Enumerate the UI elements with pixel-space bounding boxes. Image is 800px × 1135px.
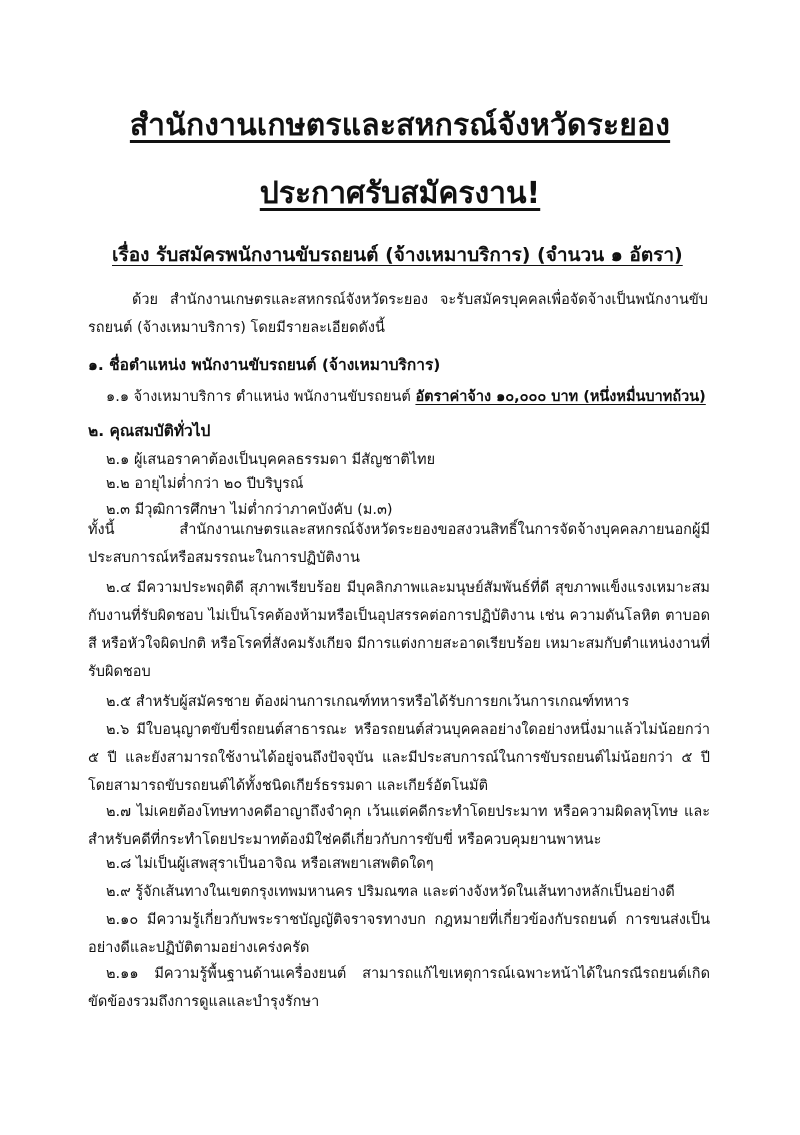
- wage-rate: อัตราค่าจ้าง ๑๐,๐๐๐ บาท (หนึ่งหมื่นบาทถ้วน): [415, 389, 706, 405]
- qualification-2-6: ๒.๖ มีใบอนุญาตขับขี่รถยนต์สาธารณะ หรือรถยนต์ส่วนบุคคลอย่างใดอย่างหนึ่งมาแล้วไม่น้อยกว่า ๕ ปี และยังสามารถใช้งานได้อยู่จนถึงปัจจุบัน และมีประสบการณ์ในการขับรถยนต์ไม่น้อยกว่า ๕ ปี โดยสามารถขับรถยนต์ได้ทั้งชนิดเกียร์ธรรมดา และเกียร์อัตโนมัติ: [88, 722, 710, 794]
- section-1-heading: ๑. ชื่อตำแหน่ง พนักงานขับรถยนต์ (จ้างเหมาบริการ): [88, 356, 441, 374]
- qualification-2-2: ๒.๒ อายุไม่ต่ำกว่า ๒๐ ปีบริบูรณ์: [106, 476, 304, 492]
- reserve-rights-note: ทั้งนี้ สำนักงานเกษตรและสหกรณ์จังหวัดระยองขอสงวนสิทธิ์ในการจัดจ้างบุคคลภายนอกผู้มีประสบการณ์หรือสมรรถนะในการปฏิบัติงาน: [88, 522, 710, 566]
- announcement-title: ประกาศรับสมัครงาน!: [259, 176, 541, 211]
- qualification-2-1: ๒.๑ ผู้เสนอราคาต้องเป็นบุคคลธรรมดา มีสัญชาติไทย: [106, 452, 436, 468]
- intro-paragraph: [88, 286, 708, 342]
- qualification-2-9: ๒.๙ รู้จักเส้นทางในเขตกรุงเทพมหานคร ปริมณฑล และต่างจังหวัดในเส้นทางหลักเป็นอย่างดี: [106, 884, 675, 900]
- qualification-2-3: ๒.๓ มีวุฒิการศึกษา ไม่ต่ำกว่าภาคบังคับ (ม.๓): [106, 502, 393, 518]
- qualification-2-4: ๒.๔ มีความประพฤติดี สุภาพเรียบร้อย มีบุคลิกภาพและมนุษย์สัมพันธ์ที่ดี สุขภาพแข็งแรงเหมาะสมกับงานที่รับผิดชอบ ไม่เป็นโรคต้องห้ามหรือเป็นอุปสรรคต่อการปฏิบัติงาน เช่น ความดันโลหิต ตาบอดสี หรือหัวใจผิดปกติ หรือโรคที่สังคมรังเกียจ มีการแต่งกายสะอาดเรียบร้อย เหมาะสมกับตำแหน่งงานที่รับผิดชอบ: [88, 580, 711, 680]
- qualification-2-11: ๒.๑๑ มีความรู้พื้นฐานด้านเครื่องยนต์ สามารถแก้ไขเหตุการณ์เฉพาะหน้าได้ในกรณีรถยนต์เกิดขัดข้องรวมถึงการดูแลและบำรุงรักษา: [88, 966, 710, 1010]
- qualification-2-5: ๒.๕ สำหรับผู้สมัครชาย ต้องผ่านการเกณฑ์ทหารหรือได้รับการยกเว้นการเกณฑ์ทหาร: [106, 694, 630, 710]
- intro-text: ด้วย สำนักงานเกษตรและสหกรณ์จังหวัดระยอง จะรับสมัครบุคคลเพื่อจัดจ้างเป็นพนักงานขับรถยนต์ (จ้างเหมาบริการ) โดยมีรายละเอียดดังนี้: [88, 292, 708, 336]
- qualification-2-10: ๒.๑๐ มีความรู้เกี่ยวกับพระราชบัญญัติจราจรทางบก กฎหมายที่เกี่ยวข้องกับรถยนต์ การขนส่งเป็นอย่างดีและปฏิบัติตามอย่างเคร่งครัด: [88, 912, 710, 956]
- section-1-item-1: [106, 385, 706, 408]
- qualification-2-8: ๒.๘ ไม่เป็นผู้เสพสุราเป็นอาจิณ หรือเสพยาเสพติดใดๆ: [106, 856, 434, 872]
- section-2-heading: ๒. คุณสมบัติทั่วไป: [88, 422, 211, 440]
- office-title: สำนักงานเกษตรและสหกรณ์จังหวัดระยอง: [129, 108, 671, 143]
- subject-line: เรื่อง รับสมัครพนักงานขับรถยนต์ (จ้างเหมาบริการ) (จำนวน ๑ อัตรา): [112, 244, 683, 266]
- qualification-2-7: ๒.๗ ไม่เคยต้องโทษทางคดีอาญาถึงจำคุก เว้นแต่คดีกระทำโดยประมาท หรือความผิดลหุโทษ และสำหรับคดีที่กระทำโดยประมาทต้องมิใช่คดีเกี่ยวกับการขับขี่ หรือควบคุมยานพาหนะ: [88, 804, 710, 848]
- position-text: ๑.๑ จ้างเหมาบริการ ตำแหน่ง พนักงานขับรถยนต์: [106, 389, 416, 405]
